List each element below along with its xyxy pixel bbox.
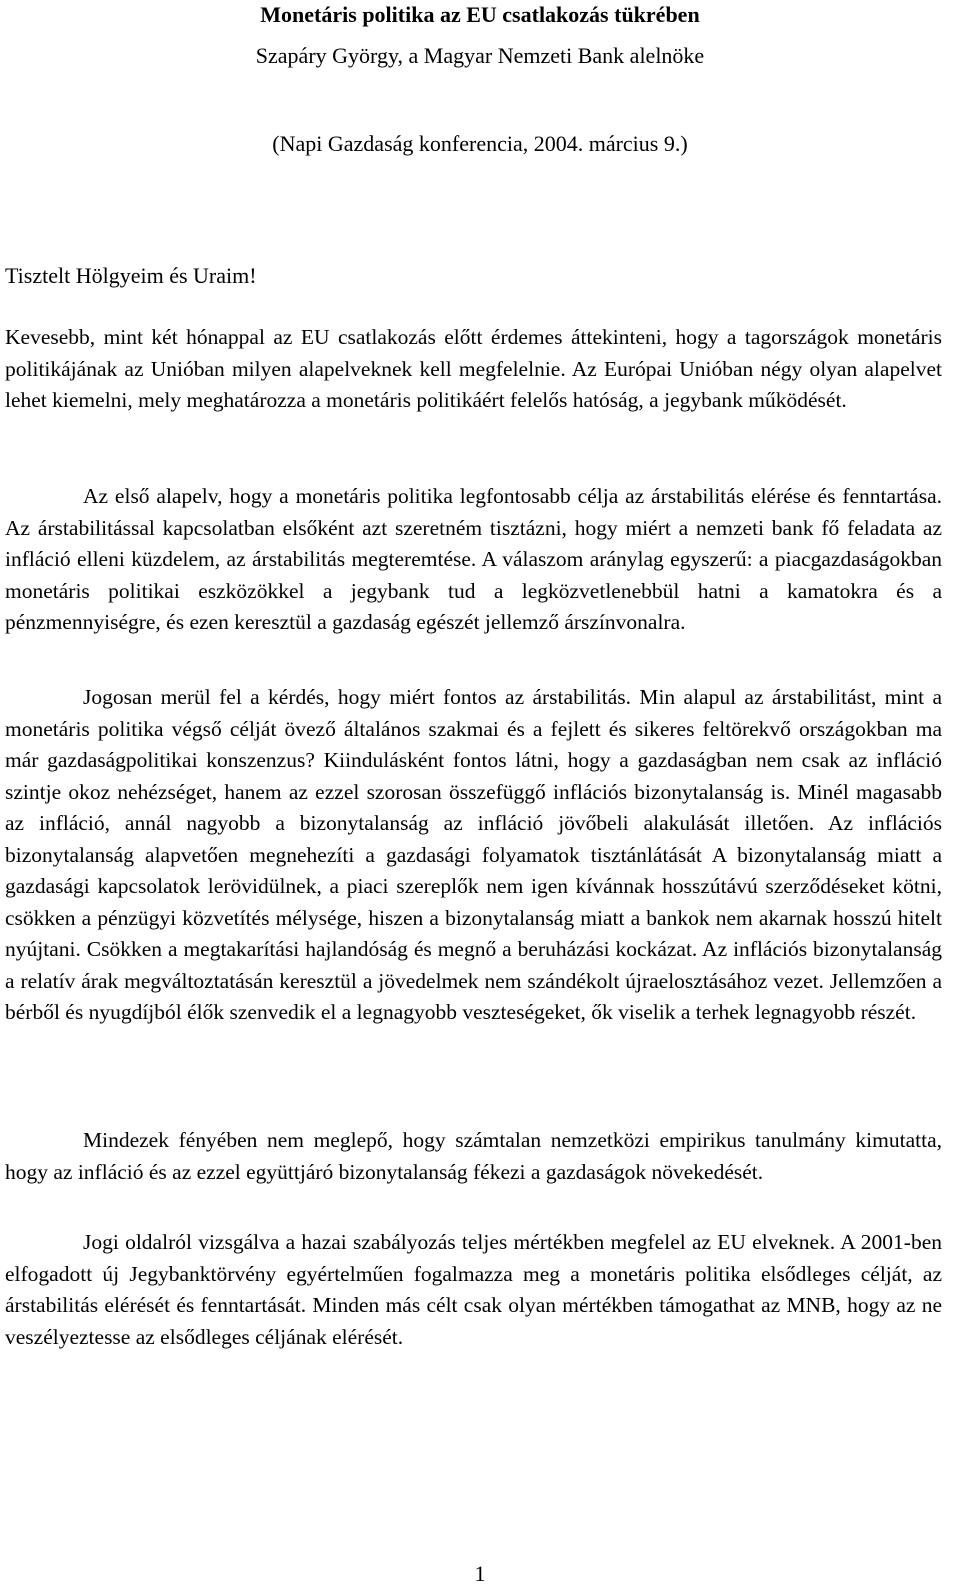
event-info: (Napi Gazdaság konferencia, 2004. március 9.)	[272, 131, 688, 156]
document-title: Monetáris politika az EU csatlakozás tükrében	[260, 2, 700, 27]
greeting: Tisztelt Hölgyeim és Uraim!	[5, 263, 257, 288]
body-text-3	[5, 682, 942, 1047]
body-text-5	[5, 1227, 942, 1371]
paragraph-4: Mindezek fényében nem meglepő, hogy számtalan nemzetközi empirikus tanulmány kimutatta, hogy az infláció és az ezzel együttjáró bizonytalanság fékezi a gazdaságok növekedését.	[5, 1128, 942, 1184]
paragraph-3: Jogosan merül fel a kérdés, hogy miért fontos az árstabilitás. Min alapul az árstabilitást, mint a monetáris politika végső célját övező általános szakmai és a fejlett és sikeres feltörekvő országokban ma már gazdaságpolitikai konszenzus? Kiindulásként fontos látni, hogy a gazdaságban nem csak az infláció szintje okoz nehézséget, hanem az ezzel szorosan összefüggő inflációs bizonytalanság is. Minél magasabb az infláció, annál nagyobb a bizonytalanság az infláció jövőbeli alakulását illetően. Az inflációs bizonytalanság alapvetően megnehezíti a gazdasági folyamatok tisztánlátását A bizonytalanság miatt a gazdasági kapcsolatok lerövidülnek, a piaci szereplők nem igen kívánnak hosszútávú szerződéseket kötni, csökken a pénzügyi közvetítés mélysége, hiszen a bizonytalanság miatt a bankok nem akarnak hosszú hitelt nyújtani. Csökken a megtakarítási hajlandóság és megnő a beruházási kockázat. Az inflációs bizonytalanság a relatív árak megváltoztatásán keresztül a jövedelmek nem szándékolt újraelosztásához vezet. Jellemzően a bérből és nyugdíjból élők szenvedik el a legnagyobb veszteségeket, ők viselik a terhek legnagyobb részét.	[5, 685, 942, 1024]
body-text-2	[5, 481, 942, 657]
paragraph-2: Az első alapelv, hogy a monetáris politika legfontosabb célja az árstabilitás elérése és fenntartása. Az árstabilitással kapcsolatban elsőként azt szeretném tisztázni, hogy miért a nemzeti bank fő feladata az infláció elleni küzdelem, az árstabilitás megteremtése. A válaszom aránylag egyszerű: a piacgazdaságokban monetáris politikai eszközökkel a jegybank tud a legközvetlenebbül hatni a kamatokra és a pénzmennyiségre, és ezen keresztül a gazdaság egészét jellemző árszínvonalra.	[5, 484, 942, 634]
paragraph-5: Jogi oldalról vizsgálva a hazai szabályozás teljes mértékben megfelel az EU elveknek. A 2001-ben elfogadott új Jegybanktörvény egyértelműen fogalmazza meg a monetáris politika elsődleges célját, az árstabilitás elérését és fenntartását. Minden más célt csak olyan mértékben támogathat az MNB, hogy az ne veszélyeztesse az elsődleges céljának elérését.	[5, 1230, 942, 1349]
body-text	[5, 322, 942, 435]
document-subtitle: Szapáry György, a Magyar Nemzeti Bank alelnöke	[255, 43, 705, 68]
body-text-4	[5, 1125, 942, 1206]
page-number: 1	[474, 1561, 486, 1586]
paragraph-1: Kevesebb, mint két hónappal az EU csatlakozás előtt érdemes áttekinteni, hogy a tagországok monetáris politikájának az Unióban milyen alapelveknek kell megfelelnie. Az Európai Unióban négy olyan alapelvet lehet kiemelni, mely meghatározza a monetáris politikáért felelős hatóság, a jegybank működését.	[5, 325, 942, 412]
